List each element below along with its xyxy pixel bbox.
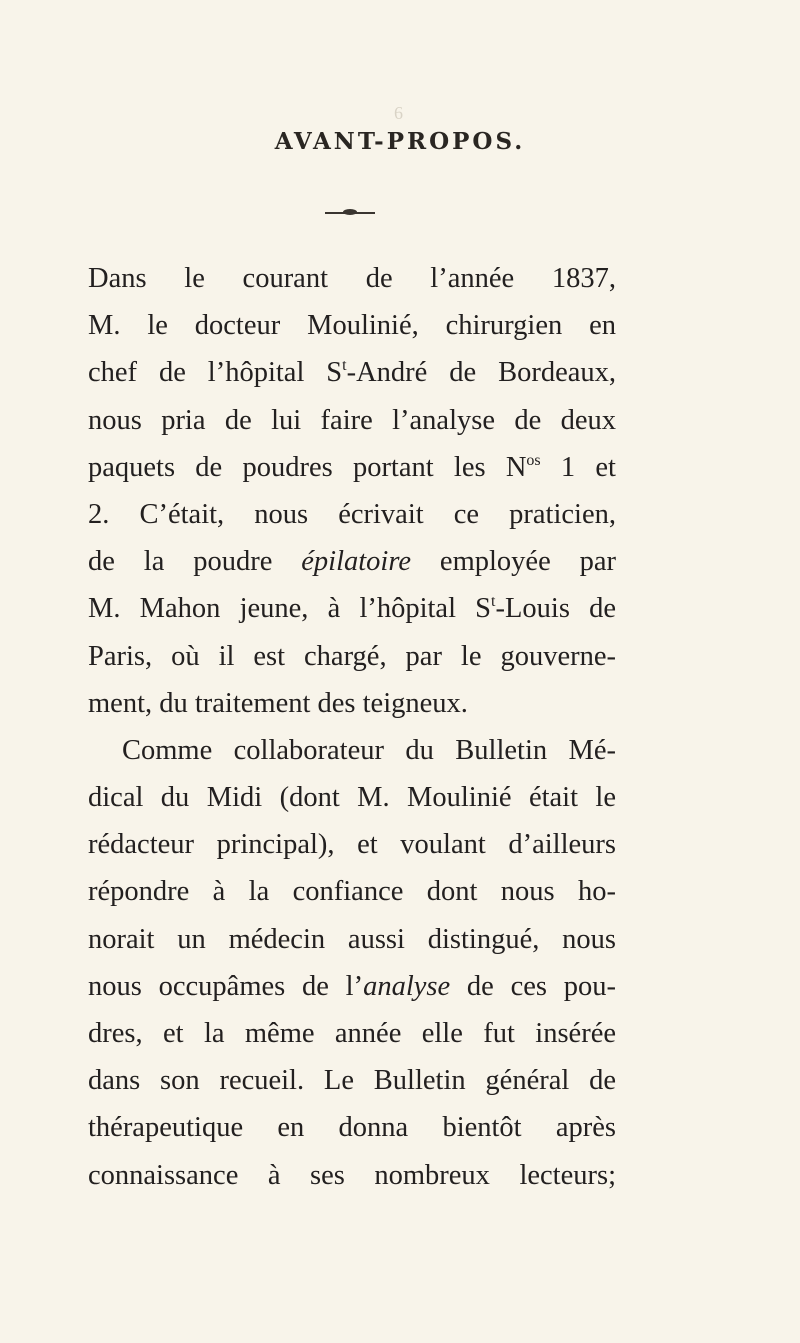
- italic-term: épilatoire: [301, 546, 412, 578]
- text-line: nous occupâmes de l’analyse de ces pou-: [88, 970, 616, 1002]
- text-line: ment, du traitement des teigneux.: [88, 687, 468, 719]
- superscript: t: [491, 593, 496, 611]
- superscript: t: [342, 357, 347, 375]
- ornamental-rule-center: [343, 209, 357, 215]
- text-line: dans son recueil. Le Bulletin général de: [88, 1065, 616, 1097]
- text-line: Dans le courant de l’année 1837,: [88, 263, 616, 294]
- text-line: connaissance à ses nombreux lecteurs;: [88, 1159, 616, 1191]
- section-heading: AVANT-PROPOS.: [274, 128, 526, 155]
- text-line: nous pria de lui faire l’analyse de deux: [88, 404, 616, 436]
- text-line: de la poudre épilatoire employée par: [88, 546, 616, 578]
- text-line: thérapeutique en donna bientôt après: [88, 1112, 616, 1144]
- body-text: [88, 255, 616, 1199]
- text-line: norait un médecin aussi distingué, nous: [88, 923, 616, 955]
- text-line: dical du Midi (dont M. Moulinié était le: [88, 782, 616, 814]
- text-line: paquets de poudres portant les $N^{os}$ 1 et: [88, 451, 616, 483]
- text-line: dres, et la même année elle fut insérée: [88, 1018, 616, 1049]
- text-line: chef de l’hôpital $S^t$-André de Bordeaux,: [88, 357, 616, 389]
- text-line: M. le docteur Moulinié, chirurgien en: [88, 310, 616, 342]
- italic-term: analyse: [363, 970, 451, 1002]
- text-line: rédacteur principal), et voulant d’ailleurs: [88, 829, 616, 861]
- text-line: M. Mahon jeune, à l’hôpital $S^t$-Louis de: [88, 593, 616, 625]
- page-number: 6: [394, 103, 403, 123]
- text-line: répondre à la confiance dont nous ho-: [88, 876, 616, 908]
- text-line: Paris, où il est chargé, par le gouverne-: [88, 640, 616, 672]
- text-line: Comme collaborateur du Bulletin Mé-: [122, 734, 616, 766]
- superscript: os: [526, 451, 541, 469]
- text-line: 2. C’était, nous écrivait ce praticien,: [88, 498, 616, 530]
